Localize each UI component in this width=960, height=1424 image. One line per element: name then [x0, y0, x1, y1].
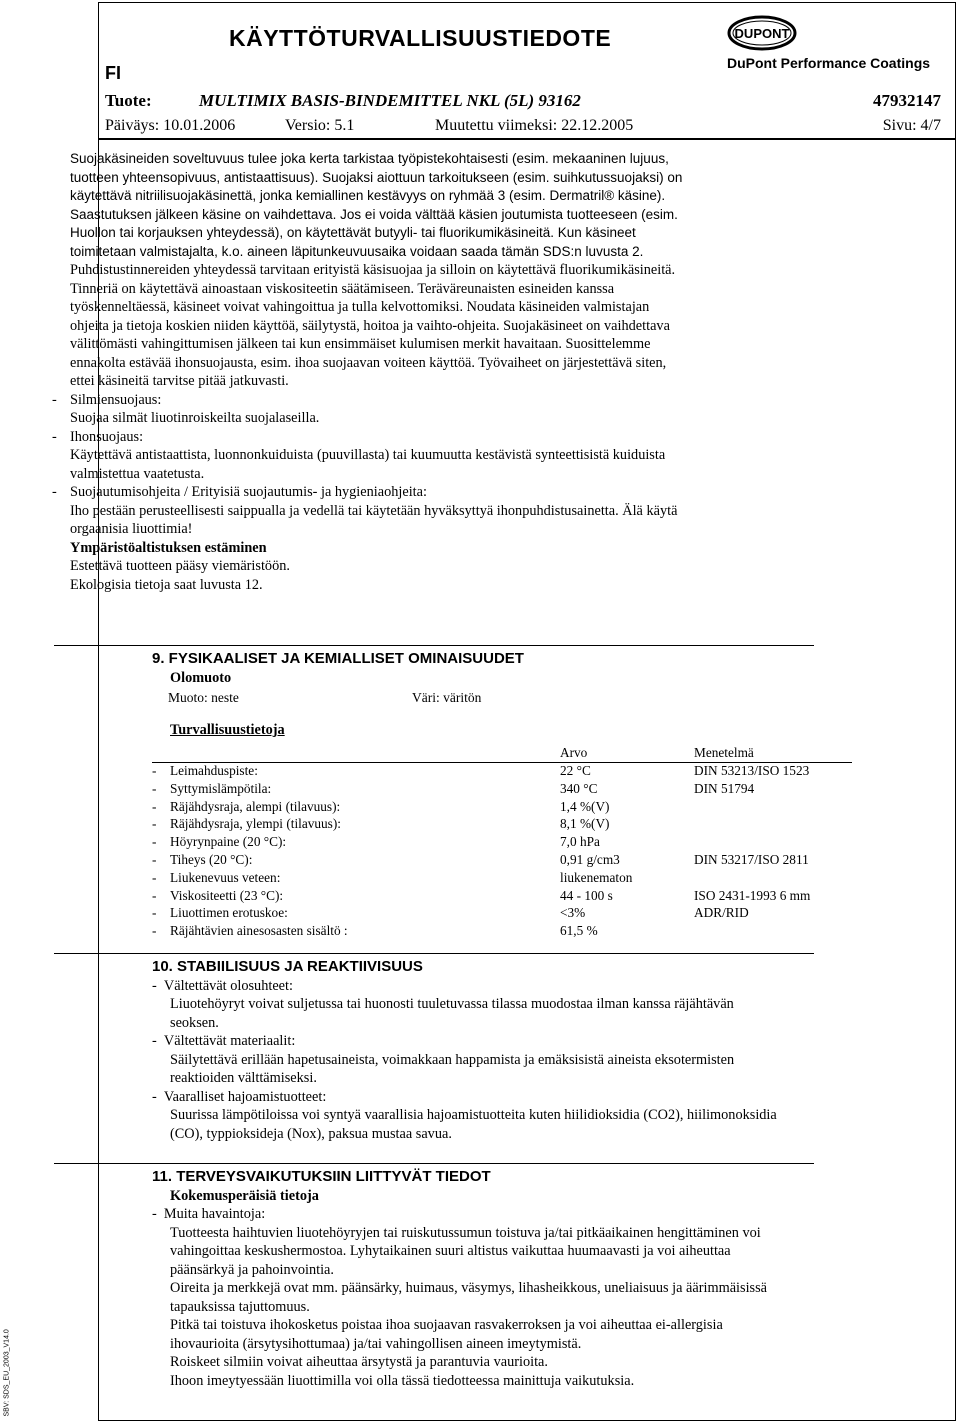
form-title: Olomuoto: [170, 669, 232, 686]
skin-protection-item: [52, 428, 830, 484]
avoid-materials-label: Vältettävät materiaalit:: [163, 1033, 296, 1049]
text-line: Tinneriä on käytettävä ainoastaan viskositeetin säätämiseen. Teräväreunaisten esineiden kanssa: [70, 280, 615, 297]
property-name: Viskositeetti (23 °C):: [170, 887, 284, 903]
document-header: [99, 3, 955, 140]
other-observations-item: [152, 1205, 912, 1224]
text-line: ohjeita ja tietoja koskien niiden käyttöä, säilytystä, hoitoa ja vaihto-ohjeita. Suojakäsineet on vaihdettava: [70, 317, 670, 334]
section10: [152, 958, 912, 1143]
product-label: Tuote:: [105, 91, 152, 110]
decomposition-label: Vaaralliset hajoamistuotteet:: [163, 1088, 327, 1105]
product-number: 47932147: [873, 91, 941, 110]
property-method: DIN 53213/ISO 1523: [694, 763, 810, 778]
text-line: tuotteen yhteensopivuus, antistaattisuus). Suojaksi aiottuun tarkoitukseen (esim. suihkutussuojaksi) on: [70, 169, 683, 185]
text-line: Saastutuksen jälkeen käsine on vaihdettava. Jos ei voida välttää käsien joutumista tuotteeseen (esim.: [70, 206, 678, 222]
text-line: Tuotteesta haihtuvien liuotehöyryjen tai ruiskutussumun toistuva ja/tai pitkäaikainen hengittäminen voi: [170, 1224, 761, 1241]
property-value: 22 °C: [560, 763, 591, 778]
section9-title: 9. FYSIKAALISET JA KEMIALLISET OMINAISUUDET: [152, 650, 524, 667]
property-name: Syttymislämpötila:: [170, 780, 272, 796]
eye-protection-item: [52, 391, 830, 428]
side-code-container: [0, 1330, 14, 1420]
text-line: Ekologisia tietoja saat luvusta 12.: [70, 576, 263, 593]
property-value: 340 °C: [560, 780, 598, 796]
property-method: ADR/RID: [694, 905, 749, 921]
property-value: 61,5 %: [560, 923, 598, 939]
text-line: orgaanisia liuottimia!: [70, 521, 193, 537]
text-line: tapauksissa tajuttomuus.: [170, 1298, 310, 1315]
language-code: FI: [105, 63, 121, 83]
dash-marker: -: [152, 1088, 164, 1105]
section11-title: 11. TERVEYSVAIKUTUKSIIN LIITTYVÄT TIEDOT: [152, 1168, 491, 1185]
dash-marker: -: [52, 484, 57, 500]
section-divider: [54, 1163, 814, 1164]
other-observations-label: Muita havaintoja:: [163, 1206, 266, 1222]
table-row: [152, 887, 872, 905]
dash-marker: -: [152, 780, 157, 796]
dash-marker: -: [152, 869, 157, 885]
brand-text: DuPont Performance Coatings: [727, 55, 931, 71]
date: Päiväys: 10.01.2006: [105, 117, 236, 134]
text-line: Iho pestään perusteellisesti saippualla ja vedellä tai käytetään hyväksyttyä ihonpuhdistusainetta. Älä käytä: [70, 502, 678, 519]
property-name: Leimahduspiste:: [170, 763, 258, 778]
text-line: Huollon tai korjauksen yhteydessä), on käytettävät butyyli- tai fluorikumikäsineitä. Kun käsineet: [70, 225, 636, 240]
text-line: Säilytettävä erillään hapetusaineista, voimakkaan happamista ja emäksisistä aineista eksotermisten: [170, 1051, 735, 1068]
property-value: 1,4 %(V): [560, 798, 610, 814]
text-line: välittömästi vahingittumisen jälkeen tai kun ensimmäiset kulumisen merkit havaitaan. Suosittelemme: [70, 336, 651, 352]
table-row: [152, 798, 872, 816]
table-row: [152, 922, 872, 940]
avoid-conditions-label: Vältettävät olosuhteet:: [163, 977, 293, 994]
experience-title: Kokemusperäisiä tietoja: [170, 1187, 319, 1204]
text-line: ettei käsineitä tarvitse pitää jatkuvasti.: [70, 373, 289, 389]
column-header-method: Menetelmä: [694, 745, 754, 760]
table-row: [152, 762, 872, 780]
dash-marker: -: [152, 834, 157, 850]
text-line: vahingoittaa keskushermostoa. Lyhytaikainen suuri altistus vaikuttaa huumaavasti ja voi aiheuttaa: [170, 1243, 731, 1259]
text-line: käytettävä nitriilisuojakäsinettä, jonka kemiallinen kestävyys on ryhmää 3 (esim. Dermatril® käsine).: [70, 188, 666, 203]
dash-marker: -: [152, 1206, 164, 1222]
avoid-conditions-item: [152, 977, 912, 1033]
column-header-value: Arvo: [560, 745, 588, 760]
dash-marker: -: [52, 428, 57, 445]
dash-marker: -: [152, 923, 157, 939]
property-method: DIN 51794: [694, 780, 755, 796]
property-name: Räjähtävien ainesosasten sisältö :: [170, 923, 348, 939]
avoid-materials-item: [152, 1032, 912, 1088]
text-line: toimitetaan valmistajalta, k.o. aineen läpitunkeuvuusaika voidaan saada tämän SDS:n luvusta 2.: [70, 243, 644, 259]
text-line: ennakolta estävää ihonsuojausta, esim. ihoa suojaavan voiteen käyttöä. Työvaiheet on järjestettävä siten,: [70, 354, 667, 371]
property-value: <3%: [560, 905, 586, 921]
section-divider: [54, 645, 814, 646]
product-name: MULTIMIX BASIS-BINDEMITTEL NKL (5L) 93162: [199, 91, 581, 110]
decomposition-item: [152, 1088, 912, 1144]
safety-title: Turvallisuustietoja: [170, 722, 285, 738]
property-value: liukenematon: [560, 869, 633, 885]
logo-text: DUPONT: [734, 26, 790, 41]
section8-continuation: [52, 150, 830, 594]
side-code: SBV: SDS_EU_2003_V14.0: [3, 1329, 11, 1417]
property-name: Räjähdysraja, alempi (tilavuus):: [170, 798, 341, 814]
text-line: reaktioiden välttämiseksi.: [170, 1070, 317, 1086]
text-line: valmistettua vaatetusta.: [70, 465, 205, 482]
properties-table: [152, 744, 872, 944]
hygiene-label: Suojautumisohjeita / Erityisiä suojautumis- ja hygieniaohjeita:: [70, 484, 427, 500]
text-line: Suojaa silmät liuotinroiskeilta suojalaseilla.: [70, 410, 320, 426]
gloves-paragraph: [70, 150, 830, 261]
table-row: [152, 869, 872, 887]
text-line: Estettävä tuotteen pääsy viemäristöön.: [70, 558, 290, 574]
dash-marker: -: [152, 798, 157, 814]
color-value: Väri: väritön: [412, 690, 482, 705]
property-name: Liuottimen erotuskoe:: [170, 905, 288, 921]
dash-marker: -: [152, 852, 157, 867]
property-value: 7,0 hPa: [560, 834, 600, 850]
dash-marker: -: [52, 391, 57, 408]
form-row: [152, 687, 912, 709]
dash-marker: -: [152, 763, 157, 778]
property-name: Liukenevuus veteen:: [170, 869, 281, 885]
property-method: DIN 53217/ISO 2811: [694, 852, 809, 867]
table-row: [152, 833, 872, 851]
text-line: Ihoon imeytyessään liuottimilla voi olla tässä tiedotteessa mainittuja vaikutuksia.: [170, 1372, 635, 1389]
text-line: Käytettävä antistaattista, luonnonkuiduista (puuvillasta) tai kuumuutta kestävistä synteettisistä kuiduista: [70, 447, 666, 463]
table-header: [152, 744, 872, 762]
text-line: (CO), typpioksideja (Nox), paksua mustaa savua.: [170, 1125, 452, 1142]
property-value: 0,91 g/cm3: [560, 852, 620, 867]
environment-title: Ympäristöaltistuksen estäminen: [70, 539, 267, 556]
section9: [152, 650, 912, 740]
text-line: Liuotehöyryt voivat suljetussa tai huonosti tuuletuvassa tilassa muodostaa ilman kanssa räjähtävän: [170, 996, 734, 1012]
section10-title: 10. STABIILISUUS JA REAKTIIVISUUS: [152, 958, 423, 975]
text-line: seoksen.: [170, 1014, 219, 1031]
dash-marker: -: [152, 816, 157, 832]
table-row: [152, 815, 872, 833]
text-line: Pitkä tai toistuva ihokosketus poistaa ihoa suojaavan rasvakerroksen ja voi aiheuttaa ei-allergisia: [170, 1317, 723, 1333]
section11: [152, 1168, 912, 1390]
text-line: Puhdistustinnereiden yhteydessä tarvitaan erityistä käsisuojaa ja silloin on käytettävä fluorikumikäsineitä.: [70, 262, 676, 278]
text-line: työskenneltäessä, käsineet voivat vahingoittua ja tulla kelvottomiksi. Noudata käsineiden valmistajan: [70, 299, 650, 315]
form-value: Muoto: neste: [168, 690, 239, 705]
dupont-logo-icon: [727, 15, 797, 51]
eye-protection-label: Silmiensuojaus:: [70, 391, 162, 408]
property-name: Tiheys (20 °C):: [170, 852, 253, 867]
hygiene-item: [52, 483, 830, 539]
property-name: Höyrynpaine (20 °C):: [170, 834, 287, 850]
gloves-paragraph-2: [70, 261, 830, 391]
dash-marker: -: [152, 1033, 164, 1049]
version: Versio: 5.1: [285, 117, 355, 134]
dash-marker: -: [152, 905, 157, 921]
text-line: Oireita ja merkkejä ovat mm. päänsärky, huimaus, väsymys, lihasheikkous, uneliaisuus ja äärimmäisissä: [170, 1280, 768, 1296]
text-line: Suojakäsineiden soveltuvuus tulee joka kerta tarkistaa työpistekohtaisesti (esim. mekaaninen lujuus,: [70, 151, 669, 166]
modified-date: Muutettu viimeksi: 22.12.2005: [435, 117, 634, 134]
dash-marker: -: [152, 977, 164, 994]
property-value: 8,1 %(V): [560, 816, 610, 832]
property-name: Räjähdysraja, ylempi (tilavuus):: [170, 816, 341, 832]
property-method: ISO 2431-1993 6 mm: [694, 887, 811, 903]
text-line: Suurissa lämpötiloissa voi syntyä vaarallisia hajoamistuotteita kuten hiilidioksidia (CO2), hiilimonoksidia: [170, 1107, 777, 1123]
page-number: Sivu: 4/7: [882, 117, 941, 134]
document-title: KÄYTTÖTURVALLISUUSTIEDOTE: [229, 25, 612, 51]
property-value: 44 - 100 s: [560, 887, 613, 903]
skin-protection-label: Ihonsuojaus:: [70, 428, 144, 445]
text-line: Roiskeet silmiin voivat aiheuttaa ärsytystä ja parantuvia vaurioita.: [170, 1354, 548, 1370]
dash-marker: -: [152, 887, 157, 903]
table-row: [152, 904, 872, 922]
text-line: ihovaurioita (ärsytysihottumaa) ja/tai vahingollisen aineen imeytymistä.: [170, 1335, 582, 1352]
table-row: [152, 780, 872, 798]
table-row: [152, 851, 872, 869]
text-line: päänsärkyä ja pahoinvointia.: [170, 1261, 334, 1278]
section-divider: [54, 953, 814, 954]
